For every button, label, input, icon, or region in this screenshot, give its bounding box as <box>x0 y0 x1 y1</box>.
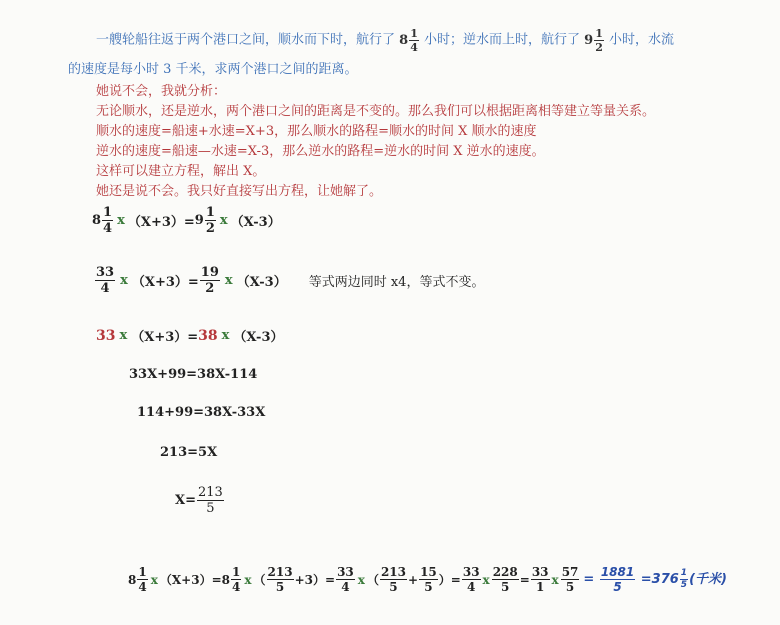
fraction: $\frac{33}{4}$ <box>96 265 115 296</box>
fraction: $\frac{33}{4}$ <box>337 565 354 594</box>
equation-step-1: 8 $\frac{1}{4}$ x （X+3）= 9 $\frac{1}{2}$ x （X-3） <box>92 205 281 236</box>
problem-line-2: 的速度是每小时 3 千米，求两个港口之间的距离。 <box>68 62 358 77</box>
fraction: $\frac{213}{5}$ <box>267 565 293 594</box>
equation-step-5: 114+99=38X-33X <box>137 405 266 420</box>
downstream-den: 4 <box>410 41 418 54</box>
equation-step-2: $\frac{33}{4}$ x （X+3）= $\frac{19}{2}$ x （X-3） 等式两边同时 x4，等式不变。 <box>96 265 485 296</box>
fraction: $\frac{213}{5}$ <box>197 485 223 516</box>
analysis-p4: 这样可以建立方程，解出 X。 <box>96 164 266 179</box>
upstream-time <box>584 28 605 53</box>
fraction: $\frac{1}{2}$ <box>205 205 215 236</box>
fraction: $\frac{1}{4}$ <box>232 565 241 594</box>
verification-line: 8 $\frac{1}{4}$ x （X+3）= 8 $\frac{1}{4}$ x （ $\frac{213}{5}$ +3）= $\frac{33}{4}$ x （ $\frac{213}{5}$ + $\frac{15}{5}$ ）= $\frac{33}{4}$ x $\frac{228}{5}$ = $\frac{33}{1}$ x $\frac{57}{5}$ = $\frac{1881}{5}$ =376 $\frac{1}{5}$ (千米) <box>128 565 727 594</box>
equation-step-7: X= $\frac{213}{5}$ <box>175 485 223 516</box>
analysis-intro: 她说不会，我就分析： <box>96 84 227 99</box>
downstream-whole: 8 <box>399 32 409 48</box>
handwritten-answer: = $\frac{1881}{5}$ =376 $\frac{1}{5}$ (千米) <box>583 565 727 594</box>
fraction: $\frac{33}{1}$ <box>531 565 549 594</box>
upstream-whole: 9 <box>584 32 594 48</box>
fraction: $\frac{57}{5}$ <box>561 565 579 594</box>
analysis-p3: 逆水的速度=船速—水速=X-3，那么逆水的路程=逆水的时间 X 逆水的速度。 <box>96 144 545 159</box>
equation-step-6: 213=5X <box>160 445 218 460</box>
fraction: $\frac{1}{4}$ <box>103 205 113 236</box>
fraction: $\frac{1881}{5}$ <box>600 565 635 594</box>
multiply-note: 等式两边同时 x4，等式不变。 <box>308 275 485 290</box>
fraction: $\frac{33}{4}$ <box>462 565 480 594</box>
fraction: $\frac{15}{5}$ <box>420 565 437 594</box>
analysis-p2: 顺水的速度=船速+水速=X+3，那么顺水的路程=顺水的时间 X 顺水的速度 <box>96 124 537 139</box>
equation-step-4: 33X+99=38X-114 <box>129 367 258 382</box>
upstream-num: 1 <box>595 27 603 40</box>
fraction: $\frac{1}{4}$ <box>138 565 147 594</box>
fraction: $\frac{1}{5}$ <box>680 568 688 590</box>
problem-text-c: 小时，水流 <box>609 32 675 48</box>
upstream-den: 2 <box>595 41 603 54</box>
problem-line-1 <box>96 28 674 53</box>
problem-text-a: 一艘轮船往返于两个港口之间，顺水而下时，航行了 <box>96 32 396 48</box>
downstream-num: 1 <box>410 27 418 40</box>
fraction: $\frac{19}{2}$ <box>200 265 219 296</box>
analysis-p5: 她还是说不会。我只好直接写出方程，让她解了。 <box>96 184 383 199</box>
upstream-fraction <box>594 28 604 53</box>
analysis-p1: 无论顺水，还是逆水，两个港口之间的距离是不变的。那么我们可以根据距离相等建立等量关系。 <box>96 104 656 119</box>
downstream-fraction <box>409 28 419 53</box>
downstream-time <box>399 28 420 53</box>
problem-text-b: 小时；逆水而上时，航行了 <box>424 32 581 48</box>
equation-step-3: 33 x （X+3）= 38 x （X-3） <box>96 327 284 345</box>
fraction: $\frac{213}{5}$ <box>380 565 407 594</box>
fraction: $\frac{228}{5}$ <box>492 565 518 594</box>
